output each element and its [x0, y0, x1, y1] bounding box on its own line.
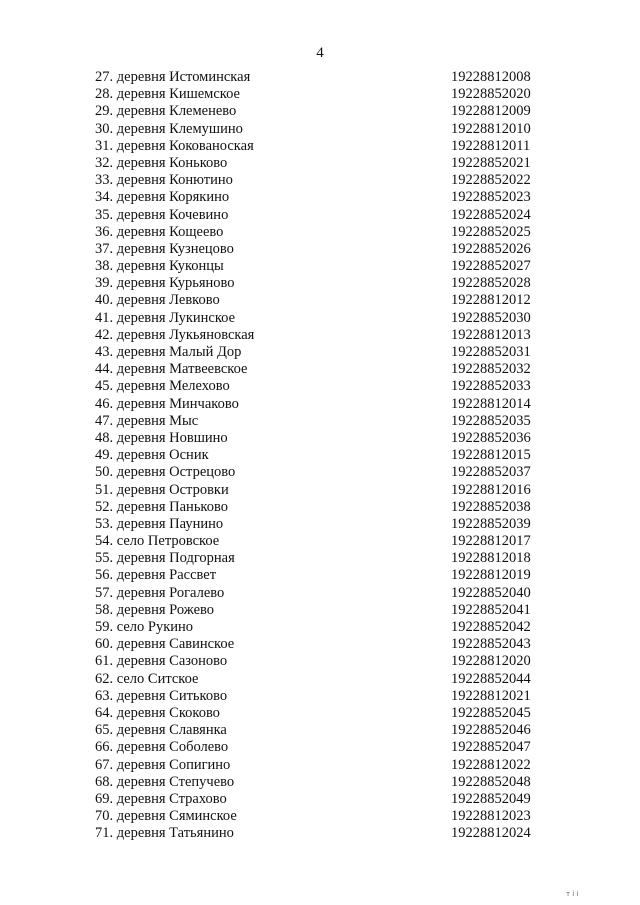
settlement-name: 48. деревня Новшино: [95, 429, 228, 446]
settlement-name: 46. деревня Минчаково: [95, 395, 239, 412]
list-item: [0, 155, 640, 172]
list-item: [0, 413, 640, 430]
settlement-name: 52. деревня Паньково: [95, 498, 228, 515]
list-item: [0, 602, 640, 619]
settlement-code: 19228852023: [451, 189, 531, 206]
settlement-name: 41. деревня Лукинское: [95, 309, 236, 326]
settlement-code: 19228852033: [451, 378, 531, 395]
footer-stamp: т і і: [566, 890, 579, 898]
settlement-name: 66. деревня Соболево: [95, 739, 229, 756]
settlement-name: 50. деревня Острецово: [95, 464, 236, 481]
settlement-name: 64. деревня Скоково: [95, 704, 220, 721]
settlement-code: 19228852036: [451, 429, 531, 446]
settlement-name: 37. деревня Кузнецово: [95, 240, 234, 257]
settlement-code: 19228852030: [451, 309, 531, 326]
settlement-code: 19228812021: [451, 687, 531, 704]
settlement-code: 19228812015: [451, 447, 531, 464]
settlement-name: 34. деревня Корякино: [95, 189, 230, 206]
settlement-name: 49. деревня Осник: [95, 447, 209, 464]
list-item: [0, 464, 640, 481]
list-item: [0, 550, 640, 567]
list-item: [0, 671, 640, 688]
settlement-code: 19228852048: [451, 773, 531, 790]
settlement-code: 19228812022: [451, 756, 531, 773]
settlement-name: 33. деревня Конютино: [95, 172, 233, 189]
list-item: [0, 121, 640, 138]
settlement-code: 19228812012: [451, 292, 531, 309]
settlement-code: 19228852027: [451, 258, 531, 275]
settlement-code: 19228852028: [451, 275, 531, 292]
settlement-name: 71. деревня Татьянино: [95, 825, 234, 842]
settlement-name: 42. деревня Лукьяновская: [95, 326, 255, 343]
settlement-name: 58. деревня Рожево: [95, 601, 215, 618]
list-item: [0, 791, 640, 808]
settlement-code: 19228812008: [451, 69, 531, 85]
settlement-code: 19228812011: [451, 137, 531, 154]
settlement-code: 19228852025: [451, 223, 531, 240]
list-item: [0, 636, 640, 653]
settlement-code: 19228852046: [451, 722, 531, 739]
list-item: [0, 808, 640, 825]
list-item: [0, 567, 640, 584]
list-item: [0, 275, 640, 292]
settlement-name: 32. деревня Коньково: [95, 154, 228, 171]
list-item: [0, 653, 640, 670]
settlement-code: 19228852037: [451, 464, 531, 481]
settlement-code: 19228852047: [451, 739, 531, 756]
settlement-name: 65. деревня Славянка: [95, 722, 227, 739]
settlement-code: 19228852049: [451, 790, 531, 807]
settlement-name: 39. деревня Курьяново: [95, 275, 235, 292]
list-item: [0, 86, 640, 103]
settlement-code: 19228852024: [451, 206, 531, 223]
settlement-code: 19228812020: [451, 653, 531, 670]
list-item: [0, 705, 640, 722]
list-item: [0, 619, 640, 636]
settlement-code: 19228852041: [451, 601, 531, 618]
settlement-code: 19228812016: [451, 481, 531, 498]
settlement-code: 19228852038: [451, 498, 531, 515]
list-item: [0, 688, 640, 705]
list-item: [0, 516, 640, 533]
settlement-code: 19228852020: [451, 86, 531, 103]
list-item: [0, 757, 640, 774]
settlement-name: 67. деревня Сопигино: [95, 756, 231, 773]
settlement-name: 57. деревня Рогалево: [95, 584, 225, 601]
list-item: [0, 103, 640, 120]
settlement-name: 68. деревня Степучево: [95, 773, 235, 790]
list-item: [0, 69, 640, 86]
settlement-name: 45. деревня Мелехово: [95, 378, 230, 395]
list-item: [0, 224, 640, 241]
settlement-name: 28. деревня Кишемское: [95, 86, 240, 103]
settlement-name: 53. деревня Паунино: [95, 515, 224, 532]
settlement-name: 60. деревня Савинское: [95, 636, 235, 653]
list-item: [0, 241, 640, 258]
settlement-name: 36. деревня Кощеево: [95, 223, 224, 240]
settlement-code: 19228852021: [451, 154, 531, 171]
settlement-code: 19228812023: [451, 808, 531, 825]
settlement-name: 43. деревня Малый Дор: [95, 344, 242, 360]
settlement-name: 54. село Петровское: [95, 533, 220, 550]
list-item: [0, 361, 640, 378]
settlement-code: 19228852035: [451, 412, 531, 429]
settlement-name: 63. деревня Ситьково: [95, 687, 228, 704]
list-item: [0, 138, 640, 155]
list-item: [0, 825, 640, 842]
settlement-code: 19228852032: [451, 361, 531, 378]
settlement-name: 59. село Рукино: [95, 619, 194, 635]
list-item: [0, 533, 640, 550]
settlement-code: 19228852045: [451, 704, 531, 721]
settlement-code: 19228812009: [451, 103, 531, 120]
settlement-name: 62. село Ситское: [95, 670, 199, 687]
list-item: [0, 172, 640, 189]
settlement-code: 19228852044: [451, 670, 531, 687]
settlement-name: 70. деревня Сяминское: [95, 808, 237, 825]
list-item: [0, 739, 640, 756]
list-item: [0, 396, 640, 413]
settlement-code: 19228812013: [451, 326, 531, 343]
list-item: [0, 310, 640, 327]
settlement-code: 19228812019: [451, 567, 531, 584]
settlement-name: 47. деревня Мыс: [95, 412, 199, 429]
settlement-code: 19228812017: [451, 533, 531, 550]
list-item: [0, 585, 640, 602]
list-item: [0, 378, 640, 395]
settlement-code: 19228852026: [451, 240, 531, 257]
settlement-name: 40. деревня Левково: [95, 292, 220, 309]
list-item: [0, 499, 640, 516]
list-item: [0, 292, 640, 309]
list-item: [0, 344, 640, 361]
settlement-name: 29. деревня Клеменево: [95, 103, 237, 120]
list-item: [0, 189, 640, 206]
settlement-name: 38. деревня Куконцы: [95, 258, 224, 275]
list-item: [0, 774, 640, 791]
list-item: [0, 258, 640, 275]
settlement-name: 55. деревня Подгорная: [95, 550, 235, 567]
settlement-code: 19228852022: [451, 172, 531, 189]
list-item: [0, 430, 640, 447]
settlement-code: 19228812014: [451, 395, 531, 412]
settlement-name: 30. деревня Клемушино: [95, 120, 243, 137]
settlement-name: 56. деревня Рассвет: [95, 567, 217, 584]
settlement-name: 31. деревня Кокованоская: [95, 137, 254, 154]
settlement-name: 61. деревня Сазоново: [95, 653, 228, 670]
page-number: 4: [316, 45, 324, 61]
settlement-code: 19228852042: [451, 619, 531, 635]
settlement-code: 19228852031: [451, 344, 531, 360]
settlement-name: 51. деревня Островки: [95, 481, 229, 498]
list-item: [0, 722, 640, 739]
list-item: [0, 207, 640, 224]
list-item: [0, 447, 640, 464]
list-item: [0, 327, 640, 344]
settlement-code: 19228852043: [451, 636, 531, 653]
settlement-name: 44. деревня Матвеевское: [95, 361, 248, 378]
settlement-name: 27. деревня Истоминская: [95, 69, 251, 85]
settlement-name: 35. деревня Кочевино: [95, 206, 229, 223]
settlement-code: 19228812024: [451, 825, 531, 842]
settlement-code: 19228852039: [451, 515, 531, 532]
settlement-code: 19228812010: [451, 120, 531, 137]
settlement-code: 19228852040: [451, 584, 531, 601]
settlement-list: [0, 69, 640, 842]
list-item: [0, 482, 640, 499]
settlement-code: 19228812018: [451, 550, 531, 567]
settlement-name: 69. деревня Страхово: [95, 790, 227, 807]
